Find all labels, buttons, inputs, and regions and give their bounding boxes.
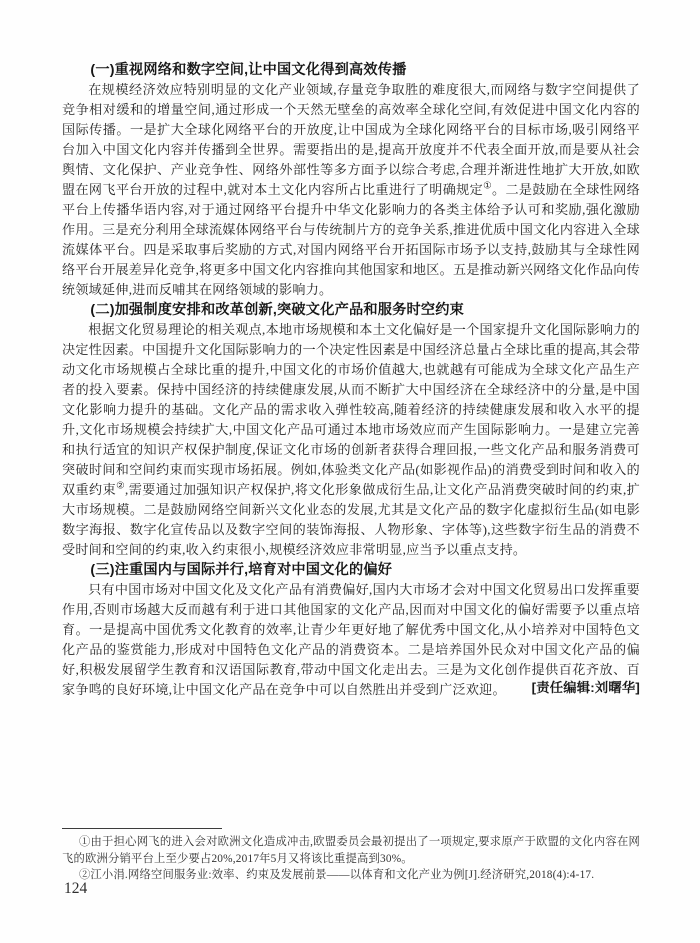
section-paragraph-2: 根据文化贸易理论的相关观点,本地市场规模和本土文化偏好是一个国家提升文化国际影响力的决定性因素。中国提升文化国际影响力的一个决定性因素是中国经济总量占全球比重的提高,其会带动文化市场规模占全球比重的提升,中国文化的市场价值越大,也就越有可能成为全球文化产品生产者的投入要素。保持中国经济的持续健康发展,从而不断扩大中国经济在全球经济中的分量,是中国文化影响力提升的基础。文化产品的需求收入弹性较高,随着经济的持续健康发展和收入水平的提升,文化市场规模会持续扩大,中国文化产品可通过本地市场效应而产生国际影响力。一是建立完善和执行适宜的知识产权保护制度,保证文化市场的创新者获得合理回报,一些文化产品和服务消费可突破时间和空间约束而实现市场拓展。例如,体验类文化产品(如影视作品)的消费受到时间和收入的双重约束②,需要通过加强知识产权保护,将文化形象做成衍生品,让文化产品消费突破时间的约束,扩大市场规模。二是鼓励网络空间新兴文化业态的发展,尤其是文化产品的数字化虚拟衍生品(如电影数字海报、数字化宣传品以及数字空间的装饰海报、人物形象、字体等),这些数字衍生品的消费不受时间和空间的约束,收入约束很小,规模经济效应非常明显,应当予以重点支持。 (62, 322, 640, 557)
section-heading-2: (二)加强制度安排和改革创新,突破文化产品和服务时空约束 (90, 302, 465, 318)
footnote-2: ②江小涓.网络空间服务业:效率、约束及发展前景——以体育和文化产业为例[J].经济研究,2018(4):4-17. (78, 869, 595, 881)
footnote-divider (62, 828, 222, 829)
page-number: 124 (64, 880, 88, 897)
section-paragraph-3: 只有中国市场对中国文化及文化产品有消费偏好,国内大市场才会对中国文化贸易出口发挥重要作用,否则市场越大反而越有利于进口其他国家的文化产品,因而对中国文化的偏好需要予以重点培育。一是提高中国优秀文化教育的效率,让青少年更好地了解优秀中国文化,从小培养对中国特色文化产品的鉴赏能力,形成对中国特色文化产品的消费资本。二是培养国外民众对中国文化产品的偏好,积极发展留学生教育和汉语国际教育,带动中国文化走出去。三是为文化创作提供百花齐放、百家争鸣的良好环境,让中国文化产品在竞争中可以自然胜出并受到广泛欢迎。 (62, 582, 640, 697)
article-body (62, 60, 640, 700)
section-paragraph-1: 在规模经济效应特别明显的文化产业领域,存量竞争取胜的难度很大,而网络与数字空间提供了竞争相对缓和的增量空间,通过形成一个天然无壁垒的高效率全球化空间,有效促进中国文化内容的国际传播。一是扩大全球化网络平台的开放度,让中国成为全球化网络平台的目标市场,吸引网络平台加入中国文化内容并传播到全世界。需要指出的是,提高开放度并不代表全面开放,而是要从社会舆情、文化保护、产业竞争性、网络外部性等多方面予以综合考虑,合理并渐进性地扩大开放,如欧盟在网飞平台开放的过程中,就对本土文化内容所占比重进行了明确规定①。二是鼓励在全球性网络平台上传播华语内容,对于通过网络平台提升中华文化影响力的各类主体给予认可和奖励,强化激励作用。三是充分利用全球流媒体网络平台与传统制片方的竞争关系,推进优质中国文化内容进入全球流媒体平台。四是采取事后奖励的方式,对国内网络平台开拓国际市场予以支持,鼓励其与全球性网络平台开展差异化竞争,将更多中国文化内容推向其他国家和地区。五是推动新兴网络文化作品向传统领域延伸,进而反哺其在网络领域的影响力。 (62, 82, 640, 297)
footnote-1: ①由于担心网飞的进入会对欧洲文化造成冲击,欧盟委员会最初提出了一项规定,要求原产于欧盟的文化内容在网飞的欧洲分销平台上至少要占20%,2017年5月又将该比重提高到30%。 (62, 836, 640, 865)
section-heading-3: (三)注重国内与国际并行,培育对中国文化的偏好 (90, 562, 393, 578)
editor-credit: [责任编辑:刘曙华] (531, 680, 640, 695)
section-heading-1: (一)重视网络和数字空间,让中国文化得到高效传播 (90, 62, 407, 78)
footnotes-block (62, 828, 640, 884)
